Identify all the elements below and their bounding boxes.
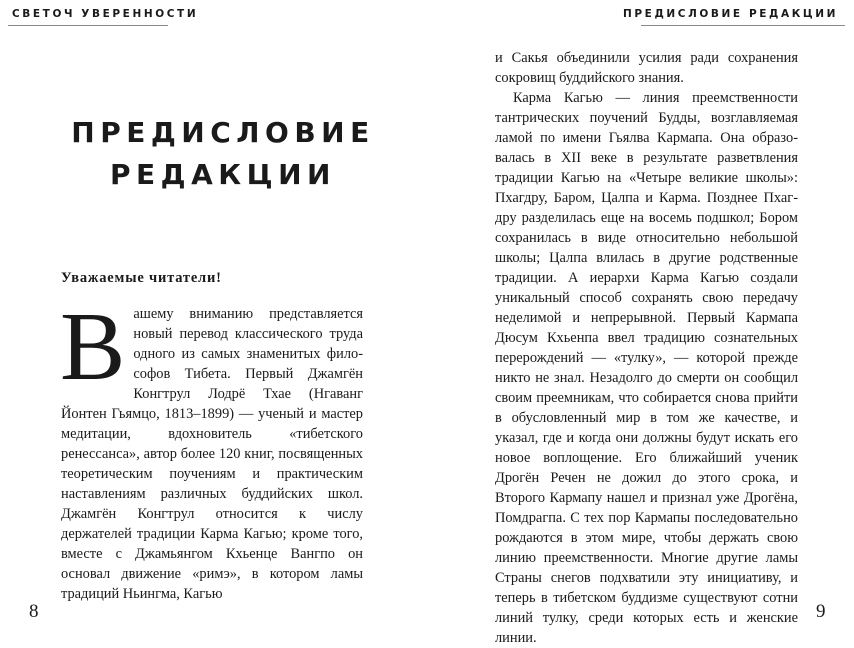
salutation: Уважаемые читатели! xyxy=(61,270,222,286)
right-page xyxy=(427,0,854,646)
left-page xyxy=(0,0,427,630)
running-head-left: СВЕТОЧ УВЕРЕННОСТИ xyxy=(12,8,199,20)
paragraph-continuation: и Сакья объединили усилия ради сохранения сокровищ буддийского знания. xyxy=(495,50,798,86)
header-rule-left xyxy=(8,25,168,26)
paragraph-karma-kagyu: Карма Кагью — линия преемственности тантрических поучений Будды, возглавляемая ламой по имени Гьялва Кармапа. Она образовалась в XII веке в результате разветвления традиции Кагью на «Четыре великие школы»: Пхагдру, Баром, Цалпа и Карма. Позднее Пхагдру разделилась еще на восемь подшкол; Бором сохранилась в виде относительно небольшой школы; Цалпа влилась в другие родственные традиции. А иерархи Карма Кагью создали уникальный способ сохранять свою передачу неделимой и непрерывной. Первый Кармапа Дюсум Кхьенпа ввел традицию сознательных перерождений — «тулку», — которой прежде никто не знал. Незадолго до смерти он сообщил своим преемникам, что собирается снова прийти в обусловленный мир в том же качестве, и указал, где и когда они должны будут искать его новое воплощение. Его ближайший ученик Дрогён Речен не дожил до этого срока, и Второго Кармапу нашел и признал уже Дрогёна, Помдрагпа. С тех пор Кармапы последовательно рождаются в этом мире, чтобы держать свою линию преемственности. Многие другие ламы Страны снегов подхватили эту инициативу, и теперь в тибетском буддизме существуют сотни линий тулку, среди которых есть и женские линии. xyxy=(495,90,798,646)
chapter-title-line-1: ПРЕДИСЛОВИЕ xyxy=(71,116,375,149)
header-rule-right xyxy=(641,25,845,26)
body-text-right xyxy=(495,48,798,648)
drop-cap: В xyxy=(60,293,126,401)
running-head-right: ПРЕДИСЛОВИЕ РЕДАКЦИИ xyxy=(622,8,838,20)
body-text-left xyxy=(60,293,363,604)
chapter-title-line-2: РЕДАКЦИИ xyxy=(110,158,336,191)
chapter-title xyxy=(58,112,388,196)
body-text-left-content: ашему вниманию представляется новый перевод классического труда одного из самых знаменитых философов Тибета. Первый Джамгён Конгтрул Лодрё Тхае (Нгаванг Йонтен Гьямцо, 1813–1899) — ученый и мастер медитации, вдохновитель «тибетского ренессанса», автор более 120 книг, посвященных теоретическим поучениям и практическим наставлениям различных буддийских школ. Джамгён Конгтрул относится к числу держателей традиции Карма Кагью; кроме того, вместе с Джамьянгом Кхьенце Вангпо он основал движение «римэ», в котором ламы традиций Ньингма, Кагью xyxy=(61,306,363,602)
page-number-left: 8 xyxy=(29,601,39,622)
page-number-right: 9 xyxy=(816,601,826,622)
